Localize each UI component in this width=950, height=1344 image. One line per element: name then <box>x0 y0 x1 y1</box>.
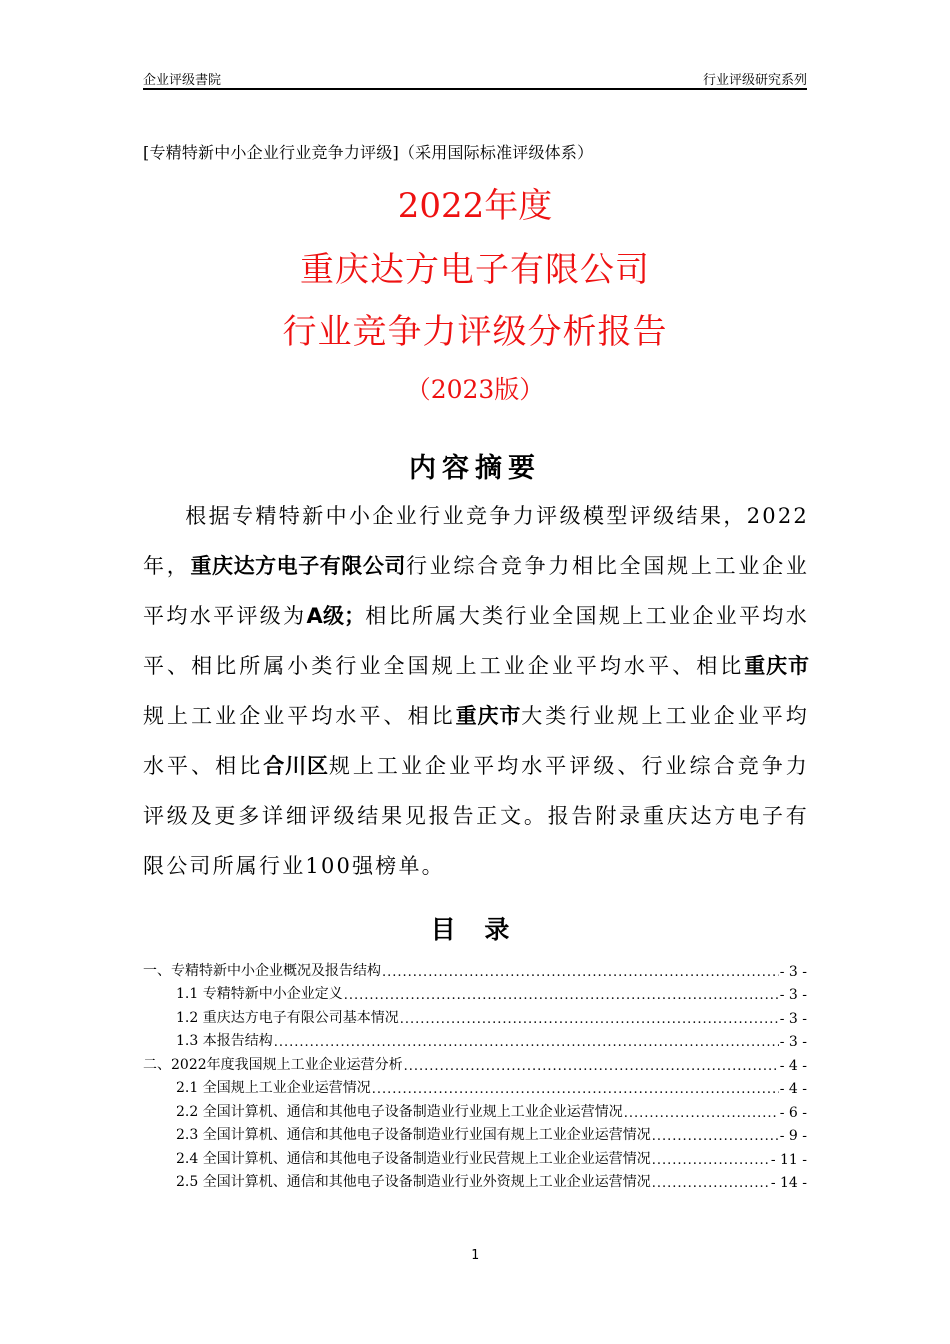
toc-leader-dots <box>404 1058 779 1074</box>
toc-heading: 目 录 <box>430 915 520 944</box>
title-edition: （2023版） <box>405 375 545 404</box>
summary-seg-bold: 重庆市 <box>455 704 522 728</box>
summary-seg: 行业综合竞争力相比全国规上工业企业平均水平评级为 <box>143 554 810 628</box>
toc-entry-label: 2.1 全国规上工业企业运营情况 <box>176 1080 371 1096</box>
toc-leader-dots <box>274 1034 779 1050</box>
toc-leader-dots <box>372 1081 779 1097</box>
toc-entry-page: - 11 - <box>770 1151 807 1168</box>
summary-seg: 大类行业规上工业企业平均水平、相比 <box>143 704 809 778</box>
title-year: 2022年度 <box>397 186 553 226</box>
header-series: 行业评级研究系列 <box>702 73 807 88</box>
toc-entry[interactable] <box>143 1168 807 1192</box>
toc-leader-dots <box>344 987 779 1003</box>
toc-leader-dots <box>652 1128 779 1144</box>
toc-entry-label: 2.3 全国计算机、通信和其他电子设备制造业行业国有规上工业企业运营情况 <box>176 1127 651 1143</box>
toc-entry-page: - 3 - <box>779 1010 807 1027</box>
toc-entry[interactable] <box>143 1074 807 1098</box>
toc-entry-label: 1.1 专精特新中小企业定义 <box>176 986 343 1002</box>
toc-entry-page: - 6 - <box>779 1104 807 1121</box>
toc-leader-dots <box>652 1175 770 1191</box>
summary-seg-bold: A级； <box>306 604 366 628</box>
toc-leader-dots <box>624 1105 779 1121</box>
summary-seg: 规上工业企业平均水平、相比 <box>143 704 456 728</box>
toc-entry-page: - 14 - <box>770 1175 807 1191</box>
toc-entry-page: - 4 - <box>779 1057 807 1074</box>
summary-seg: 相比所属大类行业全国规上工业企业平均水平、相比所属小类行业全国规上工业企业平均水平、相比 <box>143 604 809 678</box>
toc-entry-label: 2.2 全国计算机、通信和其他电子设备制造业行业规上工业企业运营情况 <box>176 1103 623 1120</box>
toc-entry-label: 一、专精特新中小企业概况及报告结构 <box>143 962 381 979</box>
summary-seg: 规上工业企业平均水平评级、行业综合竞争力评级及更多详细评级结果见报告正文。报告附录重庆达方电子有限公司所属行业100强榜单。 <box>143 754 810 878</box>
toc-entry-page: - 3 - <box>779 963 807 980</box>
summary-heading: 内容摘要 <box>409 453 541 484</box>
summary-seg: 根据专精特新中小企业行业竞争力评级模型评级结果，2022年， <box>143 504 809 578</box>
summary-seg-bold: 合川区 <box>263 754 329 778</box>
summary-seg-bold: 重庆达方电子有限公司 <box>190 554 406 578</box>
title-company: 重庆达方电子有限公司 <box>300 250 650 290</box>
summary-paragraph <box>143 491 809 891</box>
toc-entry[interactable] <box>143 1003 807 1027</box>
toc-entry-label: 2.5 全国计算机、通信和其他电子设备制造业行业外资规上工业企业运营情况 <box>176 1174 651 1190</box>
page-number: 1 <box>471 1248 479 1263</box>
toc-leader-dots <box>652 1152 770 1168</box>
page-header <box>143 68 807 90</box>
table-of-contents <box>143 956 807 1191</box>
toc-entry[interactable] <box>143 1121 807 1145</box>
header-publisher: 企业评级書院 <box>143 73 222 88</box>
toc-leader-dots <box>400 1011 779 1027</box>
title-report-name: 行业竞争力评级分析报告 <box>282 312 668 352</box>
toc-entry-label: 二、2022年度我国规上工业企业运营分析 <box>143 1056 403 1073</box>
toc-entry-label: 1.3 本报告结构 <box>176 1033 273 1049</box>
toc-entry-page: - 3 - <box>779 1034 807 1050</box>
toc-entry[interactable] <box>143 1097 807 1121</box>
toc-entry[interactable] <box>143 1144 807 1168</box>
summary-seg-bold: 重庆市 <box>744 654 810 678</box>
toc-entry-page: - 9 - <box>779 1128 807 1144</box>
toc-entry[interactable] <box>143 956 807 980</box>
report-tagline: [专精特新中小企业行业竞争力评级]（采用国际标准评级体系） <box>143 143 594 162</box>
toc-entry-label: 1.2 重庆达方电子有限公司基本情况 <box>176 1009 399 1026</box>
toc-entry[interactable] <box>143 980 807 1004</box>
toc-leader-dots <box>382 964 779 980</box>
toc-entry-label: 2.4 全国计算机、通信和其他电子设备制造业行业民营规上工业企业运营情况 <box>176 1150 651 1167</box>
toc-entry[interactable] <box>143 1027 807 1051</box>
toc-entry-page: - 4 - <box>779 1081 807 1097</box>
toc-entry-page: - 3 - <box>779 987 807 1003</box>
toc-entry[interactable] <box>143 1050 807 1074</box>
